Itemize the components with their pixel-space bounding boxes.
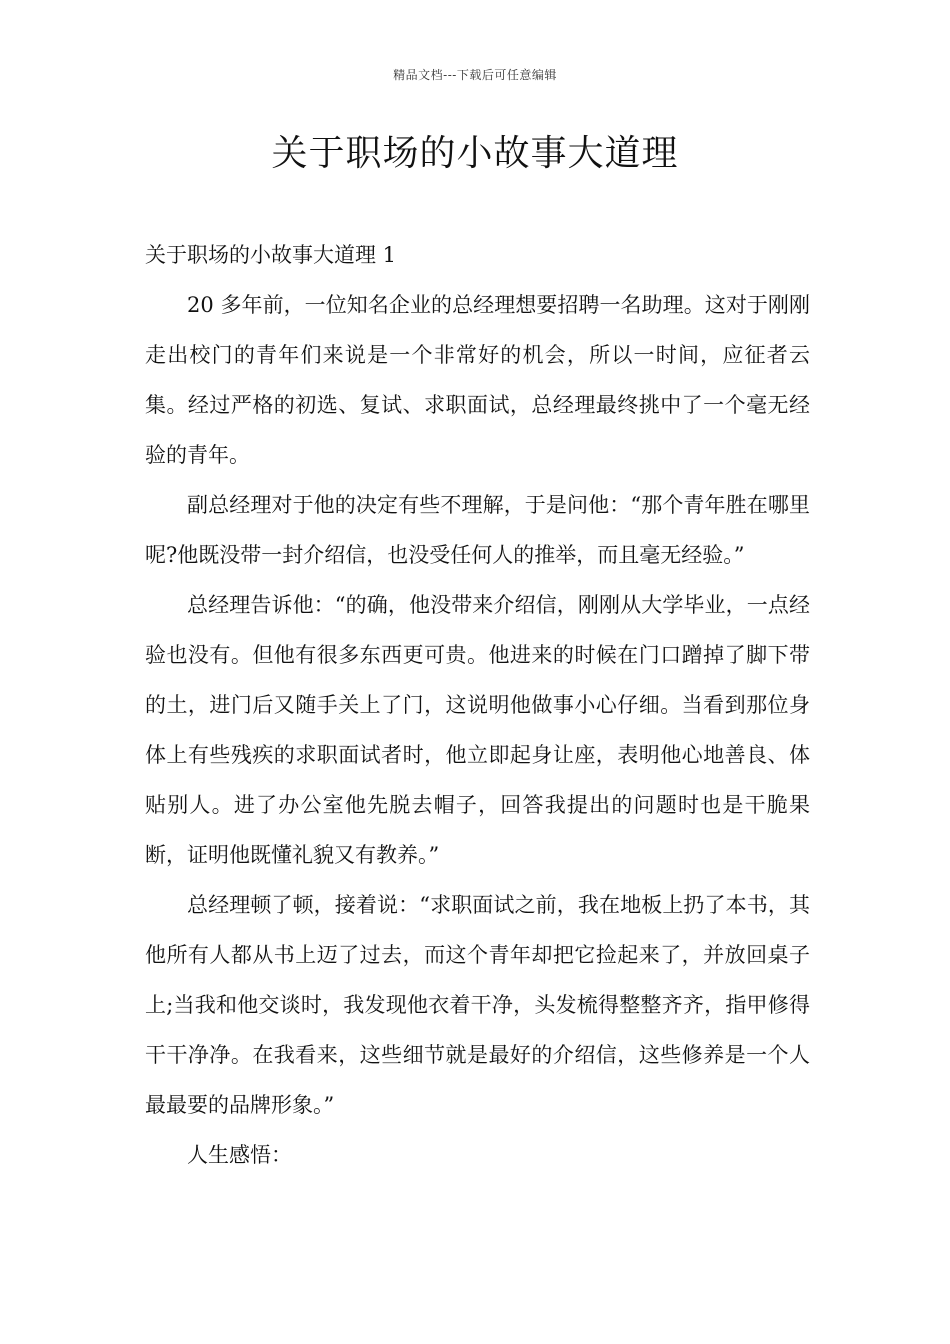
document-body xyxy=(145,230,810,1180)
paragraph-2: 副总经理对于他的决定有些不理解，于是问他：“那个青年胜在哪里呢?他既没带一封介绍信，也没受任何人的推举，而且毫无经验。” xyxy=(145,493,810,567)
paragraph-1: 20 多年前，一位知名企业的总经理想要招聘一名助理。这对于刚刚走出校门的青年们来说是一个非常好的机会，所以一时间，应征者云集。经过严格的初选、复试、求职面试，总经理最终挑中了一个毫无经验的青年。 xyxy=(145,293,810,467)
paragraph-4: 总经理顿了顿，接着说：“求职面试之前，我在地板上扔了本书，其他所有人都从书上迈了过去，而这个青年却把它捡起来了，并放回桌子上;当我和他交谈时，我发现他衣着干净，头发梳得整整齐齐，指甲修得干干净净。在我看来，这些细节就是最好的介绍信，这些修养是一个人最最要的品牌形象。” xyxy=(145,893,810,1117)
document-title: 关于职场的小故事大道理 xyxy=(271,133,679,174)
header-note: 精品文档---下载后可任意编辑 xyxy=(393,68,557,82)
paragraph-5: 人生感悟： xyxy=(187,1143,292,1167)
paragraph-3: 总经理告诉他：“的确，他没带来介绍信，刚刚从大学毕业，一点经验也没有。但他有很多东西更可贵。他进来的时候在门口蹭掉了脚下带的土，进门后又随手关上了门，这说明他做事小心仔细。当看到那位身体上有些残疾的求职面试者时，他立即起身让座，表明他心地善良、体贴别人。进了办公室他先脱去帽子，回答我提出的问题时也是干脆果断，证明他既懂礼貌又有教养。” xyxy=(145,593,810,867)
section-heading: 关于职场的小故事大道理 1 xyxy=(145,243,397,267)
